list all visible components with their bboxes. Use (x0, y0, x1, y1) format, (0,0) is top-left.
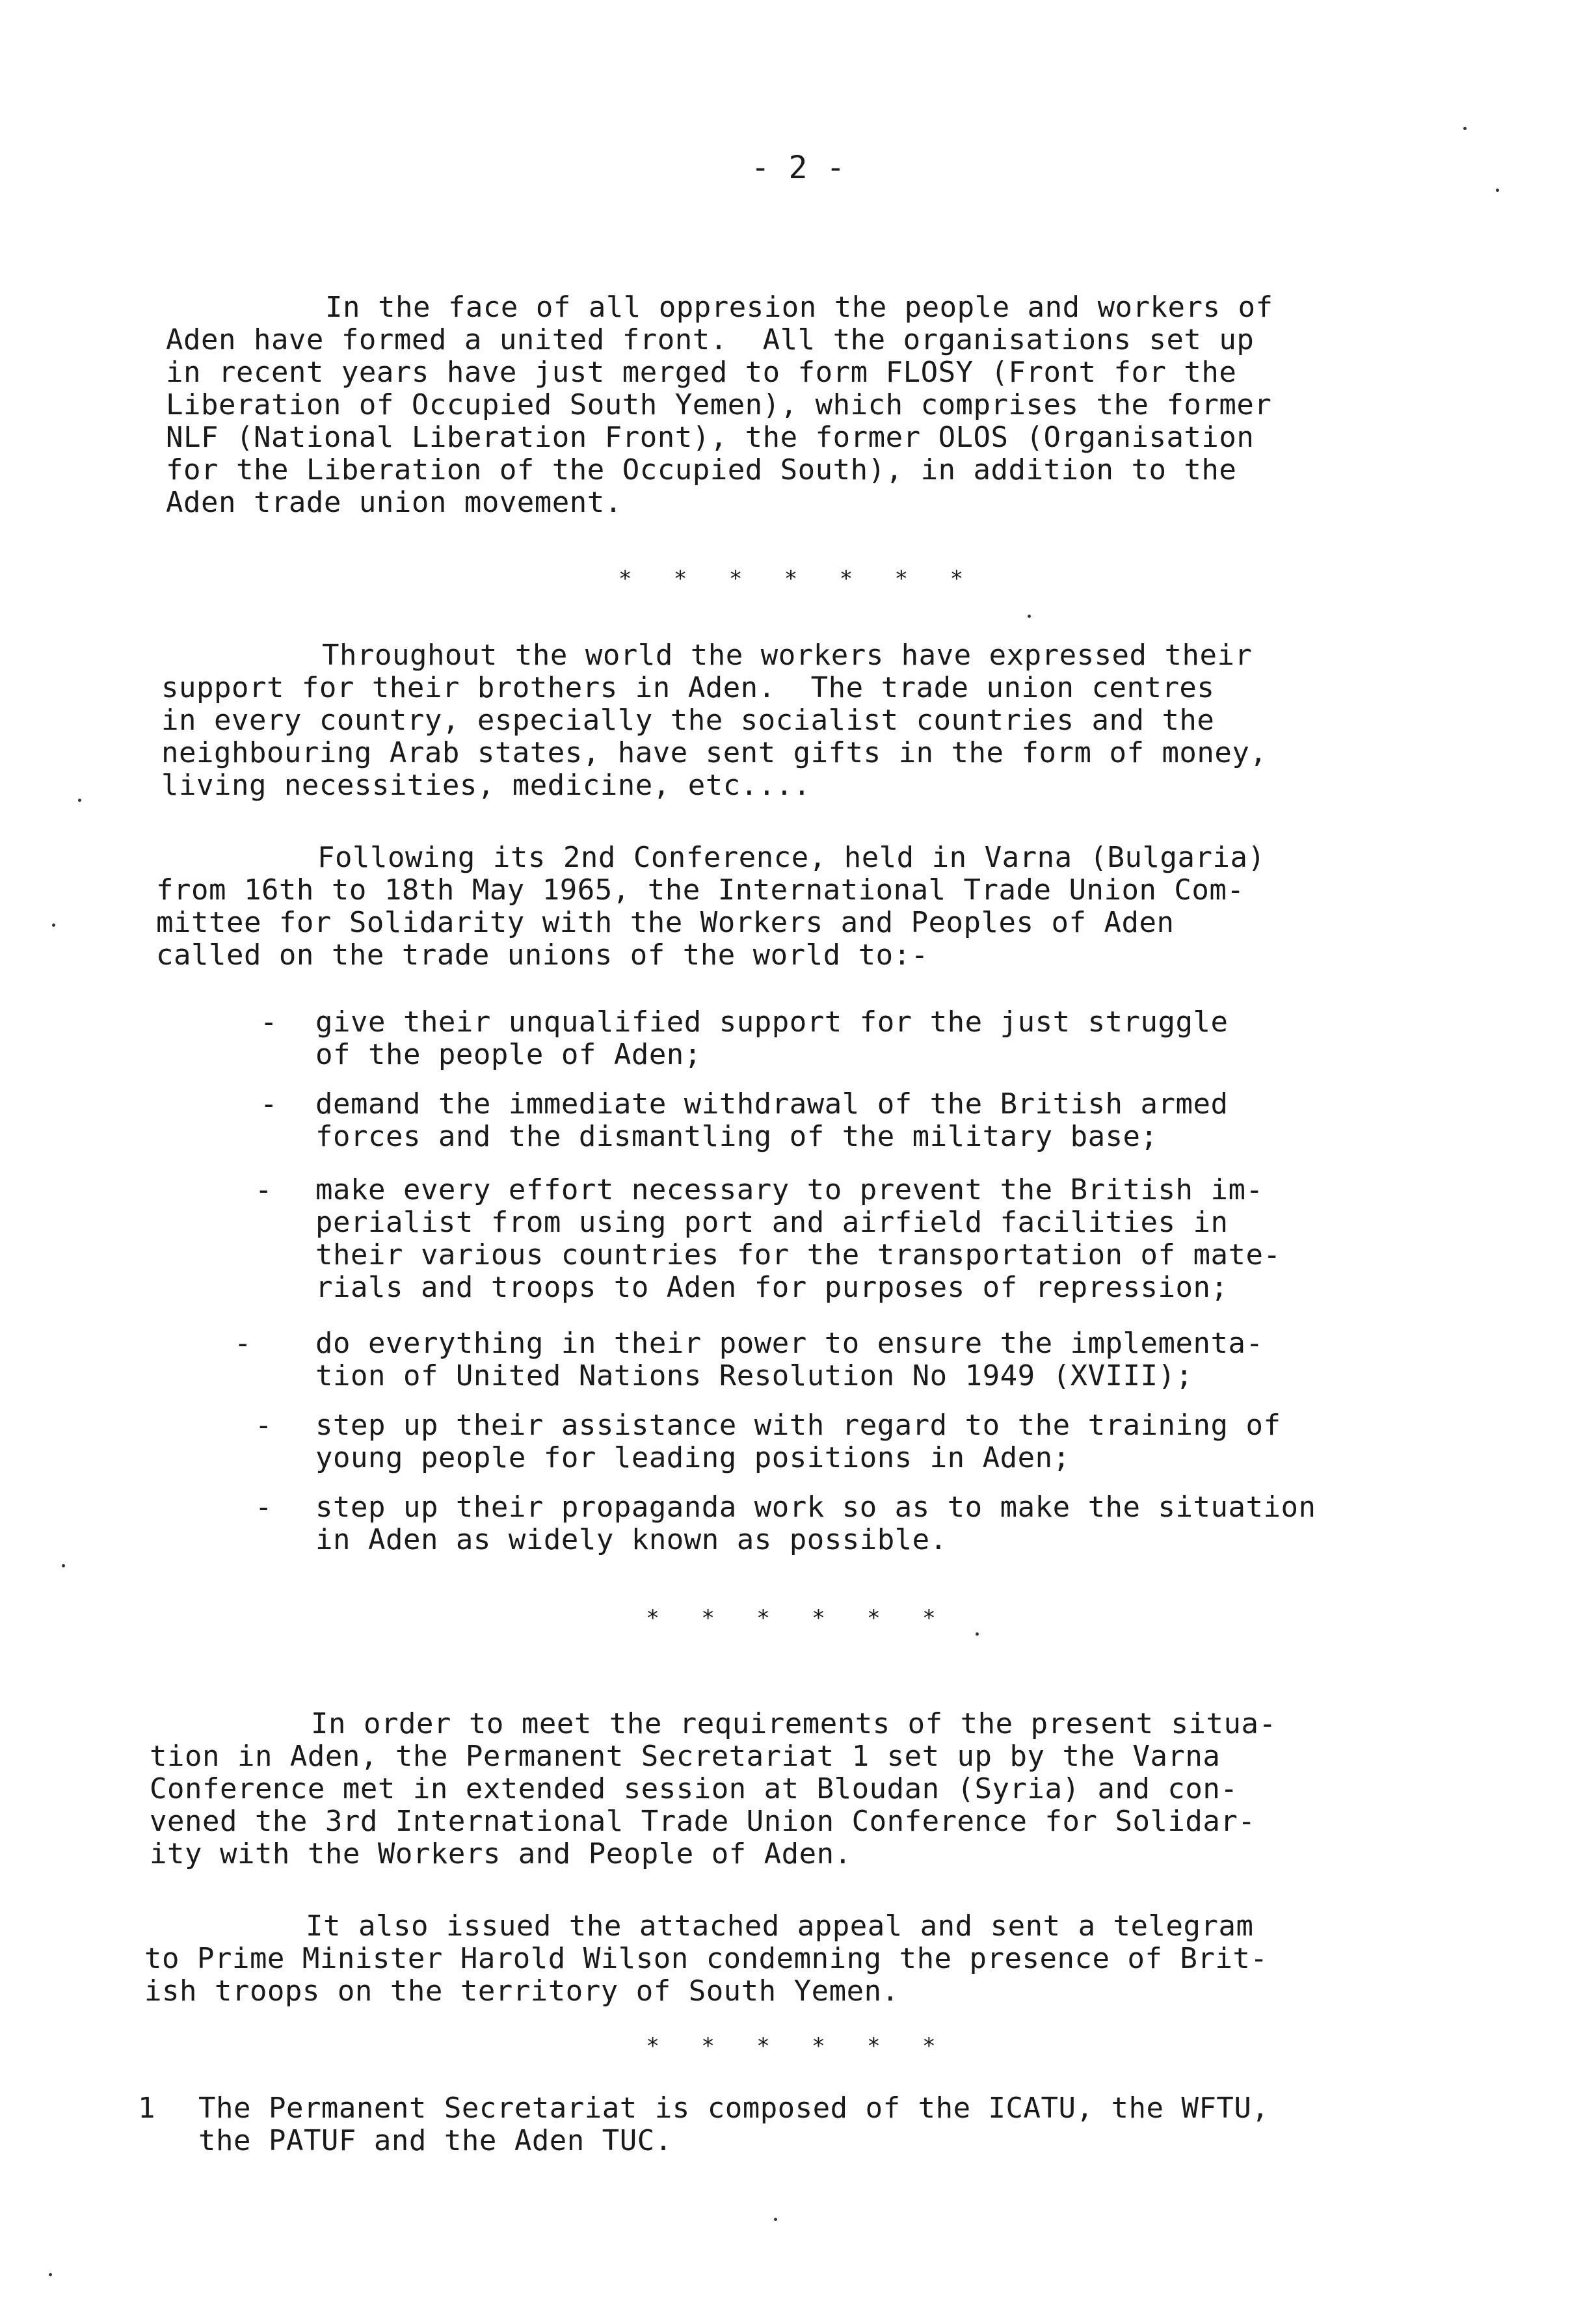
text-line: In the face of all oppresion the people and workers of (325, 291, 1273, 324)
scan-speck (52, 924, 55, 927)
text-line: Aden trade union movement. (166, 486, 622, 519)
text-line: called on the trade unions of the world to:- (156, 938, 929, 972)
bullet-dash: - (234, 1327, 252, 1360)
text-line: Throughout the world the workers have expressed their (322, 639, 1253, 672)
text-line: the PATUF and the Aden TUC. (198, 2124, 672, 2157)
text-line: Conference met in extended session at Bloudan (Syria) and con- (150, 1772, 1238, 1805)
scan-speck (78, 799, 81, 802)
text-line: neighbouring Arab states, have sent gifts in the form of money, (161, 736, 1268, 769)
text-line: tion in Aden, the Permanent Secretariat 1 set up by the Varna (150, 1740, 1221, 1773)
text-line: their various countries for the transportation of mate- (315, 1238, 1281, 1271)
text-line: living necessities, medicine, etc.... (161, 769, 811, 802)
text-line: step up their assistance with regard to the training of (315, 1409, 1281, 1442)
text-line: Following its 2nd Conference, held in Varna (Bulgaria) (317, 841, 1266, 874)
bullet-dash: - (255, 1409, 273, 1442)
bullet-dash: - (255, 1491, 273, 1524)
page-number: - 2 - (751, 150, 845, 186)
scan-speck (1463, 127, 1467, 130)
text-line: of the people of Aden; (315, 1038, 702, 1071)
text-line: step up their propaganda work so as to make the situation (315, 1491, 1316, 1524)
text-line: NLF (National Liberation Front), the former OLOS (Organisation (166, 421, 1255, 454)
bullet-dash: - (260, 1087, 278, 1121)
text-line: perialist from using port and airfield facilities in (315, 1206, 1229, 1239)
text-line: forces and the dismantling of the military base; (315, 1120, 1158, 1153)
bullet-dash: - (255, 1173, 273, 1206)
text-line: tion of United Nations Resolution No 1949 (XVIII); (315, 1359, 1193, 1392)
text-line: for the Liberation of the Occupied South), in addition to the (166, 453, 1237, 486)
text-line: make every effort necessary to prevent the British im- (315, 1173, 1264, 1206)
text-line: do everything in their power to ensure the implementa- (315, 1327, 1264, 1360)
section-separator: * * * * * * (646, 2033, 950, 2059)
text-line: give their unqualified support for the just struggle (315, 1005, 1229, 1039)
text-line: The Permanent Secretariat is composed of the ICATU, the WFTU, (198, 2092, 1270, 2125)
scan-speck (49, 2273, 52, 2276)
scan-speck (976, 1632, 979, 1636)
text-line: In order to meet the requirements of the present situa- (311, 1707, 1277, 1740)
text-line: demand the immediate withdrawal of the British armed (315, 1087, 1229, 1121)
scan-speck (62, 1564, 65, 1567)
text-line: in Aden as widely known as possible. (315, 1523, 948, 1556)
section-separator: * * * * * * (646, 1605, 950, 1631)
text-line: support for their brothers in Aden. The trade union centres (161, 671, 1215, 704)
text-line: Liberation of Occupied South Yemen), which comprises the former (166, 388, 1272, 421)
text-line: mittee for Solidarity with the Workers and Peoples of Aden (156, 906, 1175, 939)
text-line: rials and troops to Aden for purposes of repression; (315, 1271, 1229, 1304)
section-separator: * * * * * * * (618, 566, 978, 592)
text-line: to Prime Minister Harold Wilson condemning the presence of Brit- (144, 1942, 1268, 1975)
text-line: vened the 3rd International Trade Union Conference for Solidar- (150, 1805, 1256, 1838)
footnote-marker: 1 (138, 2092, 155, 2125)
text-line: in recent years have just merged to form FLOSY (Front for the (166, 356, 1237, 389)
scan-speck (1496, 189, 1499, 192)
text-line: ity with the Workers and People of Aden. (150, 1837, 852, 1870)
scan-speck (774, 2218, 777, 2221)
text-line: in every country, especially the socialist countries and the (161, 704, 1215, 737)
bullet-dash: - (260, 1005, 278, 1039)
scan-speck (1028, 615, 1031, 618)
text-line: from 16th to 18th May 1965, the International Trade Union Com- (156, 873, 1245, 907)
text-line: It also issued the attached appeal and sent a telegram (306, 1909, 1254, 1943)
text-line: ish troops on the territory of South Yemen. (144, 1975, 899, 2008)
text-line: Aden have formed a united front. All the organisations set up (166, 323, 1255, 356)
text-line: young people for leading positions in Aden; (315, 1441, 1071, 1474)
